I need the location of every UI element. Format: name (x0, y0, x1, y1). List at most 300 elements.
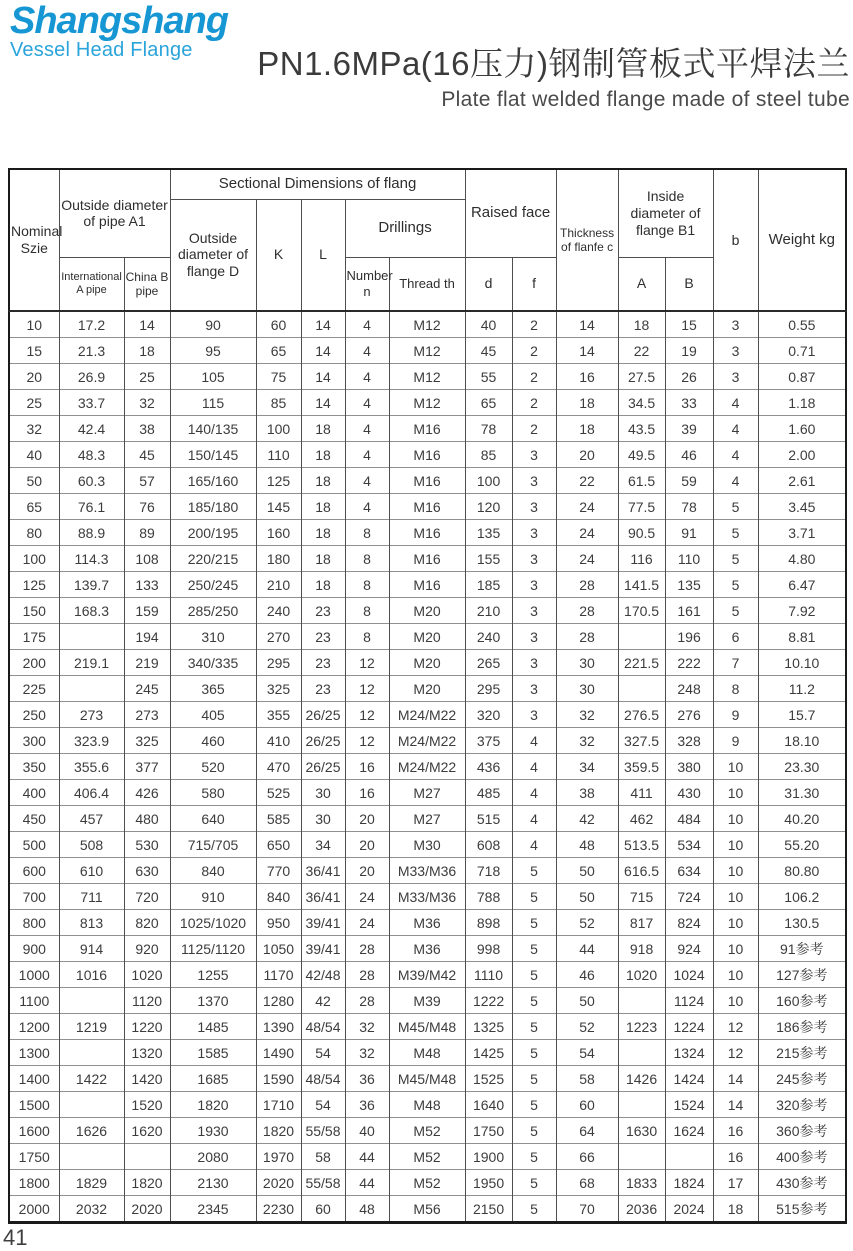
col-header-number-n: Number n (345, 257, 389, 311)
cell: 14 (301, 338, 345, 364)
table-row (9, 338, 846, 364)
cell: 48/54 (301, 1066, 345, 1092)
table-row (9, 832, 846, 858)
cell: 525 (256, 780, 301, 806)
cell: 3 (713, 364, 758, 390)
cell: 36 (345, 1092, 389, 1118)
cell: 1750 (465, 1118, 512, 1144)
cell: 32 (345, 1040, 389, 1066)
cell: M16 (389, 520, 465, 546)
cell: M24/M22 (389, 728, 465, 754)
cell: 23.30 (758, 754, 846, 780)
table-row (9, 598, 846, 624)
cell: 462 (618, 806, 665, 832)
cell: 4 (512, 806, 556, 832)
table-row (9, 806, 846, 832)
cell: 5 (512, 884, 556, 910)
cell: 1020 (124, 962, 170, 988)
cell: 426 (124, 780, 170, 806)
cell: 840 (170, 858, 256, 884)
cell: 24 (345, 910, 389, 936)
cell: 20 (345, 832, 389, 858)
cell: 2020 (256, 1170, 301, 1196)
cell: 3 (512, 520, 556, 546)
cell: 28 (556, 598, 618, 624)
cell: M16 (389, 572, 465, 598)
cell: 3 (512, 676, 556, 702)
cell: 10 (9, 311, 59, 338)
cell: 50 (9, 468, 59, 494)
table-row (9, 1066, 846, 1092)
cell: 3 (713, 311, 758, 338)
cell: 20 (345, 858, 389, 884)
cell: 1110 (465, 962, 512, 988)
cell: 9 (713, 728, 758, 754)
cell: 225 (9, 676, 59, 702)
cell: 34 (556, 754, 618, 780)
cell: 295 (256, 650, 301, 676)
cell: 4 (713, 390, 758, 416)
col-header-thread-th: Thread th (389, 257, 465, 311)
cell: 10 (713, 780, 758, 806)
cell: 3 (512, 598, 556, 624)
cell: M24/M22 (389, 702, 465, 728)
cell: M20 (389, 676, 465, 702)
cell: 60.3 (59, 468, 124, 494)
cell: M56 (389, 1196, 465, 1223)
table-row (9, 1170, 846, 1196)
cell: 770 (256, 858, 301, 884)
cell: 4 (345, 416, 389, 442)
cell: 1640 (465, 1092, 512, 1118)
cell: 724 (665, 884, 713, 910)
cell: 1420 (124, 1066, 170, 1092)
cell: 323.9 (59, 728, 124, 754)
cell: 1325 (465, 1014, 512, 1040)
cell: 5 (713, 520, 758, 546)
cell: 4 (345, 442, 389, 468)
cell: 457 (59, 806, 124, 832)
cell: 10 (713, 962, 758, 988)
cell: 359.5 (618, 754, 665, 780)
cell: 250/245 (170, 572, 256, 598)
cell: 18 (618, 311, 665, 338)
cell: 23 (301, 624, 345, 650)
table-row (9, 702, 846, 728)
cell: 200/195 (170, 520, 256, 546)
cell: 360参考 (758, 1118, 846, 1144)
col-header-china-b-pipe: China B pipe (124, 257, 170, 311)
cell: 26/25 (301, 754, 345, 780)
cell: 898 (465, 910, 512, 936)
brand-tagline: Vessel Head Flange (10, 38, 193, 61)
cell: 54 (301, 1092, 345, 1118)
cell: 4 (512, 832, 556, 858)
cell: 80.80 (758, 858, 846, 884)
cell: 910 (170, 884, 256, 910)
cell: 325 (124, 728, 170, 754)
cell: 32 (124, 390, 170, 416)
cell (59, 676, 124, 702)
cell: 508 (59, 832, 124, 858)
cell: 5 (512, 1196, 556, 1223)
cell: 6 (713, 624, 758, 650)
cell: 75 (256, 364, 301, 390)
table-row (9, 1040, 846, 1066)
cell: 1424 (665, 1066, 713, 1092)
cell: M45/M48 (389, 1066, 465, 1092)
cell: M27 (389, 806, 465, 832)
cell: 60 (256, 311, 301, 338)
cell: 110 (256, 442, 301, 468)
cell: 18 (301, 546, 345, 572)
cell: 61.5 (618, 468, 665, 494)
cell: 616.5 (618, 858, 665, 884)
cell: M30 (389, 832, 465, 858)
cell: 16 (556, 364, 618, 390)
cell: M12 (389, 390, 465, 416)
cell: 89 (124, 520, 170, 546)
cell: 813 (59, 910, 124, 936)
cell: 161 (665, 598, 713, 624)
cell: 375 (465, 728, 512, 754)
cell: 10 (713, 806, 758, 832)
cell: 1280 (256, 988, 301, 1014)
cell: 108 (124, 546, 170, 572)
cell: 4 (713, 416, 758, 442)
cell: 8 (345, 546, 389, 572)
cell: 1590 (256, 1066, 301, 1092)
cell: 5 (512, 1040, 556, 1066)
cell: 170.5 (618, 598, 665, 624)
cell: 10.10 (758, 650, 846, 676)
cell: 5 (512, 936, 556, 962)
cell: 100 (256, 416, 301, 442)
cell: 46 (665, 442, 713, 468)
cell: 1524 (665, 1092, 713, 1118)
cell: 1422 (59, 1066, 124, 1092)
page-subtitle: Plate flat welded flange made of steel tube (441, 88, 850, 111)
col-header-drillings: Drillings (345, 199, 465, 257)
table-row (9, 442, 846, 468)
cell: 127参考 (758, 962, 846, 988)
cell: 20 (345, 806, 389, 832)
cell: 2 (512, 338, 556, 364)
cell: 1025/1020 (170, 910, 256, 936)
cell (618, 1144, 665, 1170)
cell: 10 (713, 754, 758, 780)
cell: 1050 (256, 936, 301, 962)
cell: 175 (9, 624, 59, 650)
cell: 48 (556, 832, 618, 858)
cell: 1320 (124, 1040, 170, 1066)
cell: 485 (465, 780, 512, 806)
table-row (9, 468, 846, 494)
cell: 95 (170, 338, 256, 364)
cell: 2.61 (758, 468, 846, 494)
cell: 300 (9, 728, 59, 754)
cell: 1024 (665, 962, 713, 988)
table-row (9, 572, 846, 598)
cell: 515参考 (758, 1196, 846, 1223)
cell: 1685 (170, 1066, 256, 1092)
col-header-l: L (301, 199, 345, 311)
cell: 80 (9, 520, 59, 546)
table-row (9, 1014, 846, 1040)
cell: M39 (389, 988, 465, 1014)
cell: 610 (59, 858, 124, 884)
cell: 130.5 (758, 910, 846, 936)
cell: 185 (465, 572, 512, 598)
cell: 18 (556, 390, 618, 416)
cell: 65 (256, 338, 301, 364)
cell: 820 (124, 910, 170, 936)
cell: 5 (512, 910, 556, 936)
cell: 65 (9, 494, 59, 520)
cell: 0.87 (758, 364, 846, 390)
cell: 4 (713, 442, 758, 468)
col-header-b: b (713, 169, 758, 311)
cell: 25 (9, 390, 59, 416)
cell: 380 (665, 754, 713, 780)
table-row (9, 936, 846, 962)
cell: 76.1 (59, 494, 124, 520)
cell: 14 (124, 311, 170, 338)
cell: 219.1 (59, 650, 124, 676)
table-row (9, 728, 846, 754)
cell: 355 (256, 702, 301, 728)
cell: 4 (713, 468, 758, 494)
cell: 788 (465, 884, 512, 910)
table-row (9, 910, 846, 936)
cell: 14 (556, 311, 618, 338)
cell: 168.3 (59, 598, 124, 624)
cell: 4 (345, 494, 389, 520)
cell: 4 (345, 364, 389, 390)
cell: 11.2 (758, 676, 846, 702)
cell (618, 1092, 665, 1118)
cell: 46 (556, 962, 618, 988)
cell: 20 (556, 442, 618, 468)
cell: 10 (713, 910, 758, 936)
cell: 31.30 (758, 780, 846, 806)
cell: 110 (665, 546, 713, 572)
cell: 28 (556, 572, 618, 598)
cell: 411 (618, 780, 665, 806)
cell: 534 (665, 832, 713, 858)
cell: 52 (556, 1014, 618, 1040)
cell: 23 (301, 650, 345, 676)
table-row (9, 1118, 846, 1144)
cell (618, 1040, 665, 1066)
col-header-sectional-dimensions: Sectional Dimensions of flang (170, 169, 465, 199)
cell: 20 (9, 364, 59, 390)
table-row (9, 676, 846, 702)
table-row (9, 754, 846, 780)
cell: 58 (556, 1066, 618, 1092)
cell: 5 (512, 1170, 556, 1196)
cell: 520 (170, 754, 256, 780)
title-block (257, 38, 850, 112)
cell: 220/215 (170, 546, 256, 572)
cell: 32 (9, 416, 59, 442)
cell: 1223 (618, 1014, 665, 1040)
cell: 34 (301, 832, 345, 858)
cell: M33/M36 (389, 858, 465, 884)
cell: 18 (301, 572, 345, 598)
cell: 470 (256, 754, 301, 780)
cell: 1324 (665, 1040, 713, 1066)
table-row (9, 650, 846, 676)
cell: 245 (124, 676, 170, 702)
cell: 155 (465, 546, 512, 572)
cell: 39 (665, 416, 713, 442)
cell: 350 (9, 754, 59, 780)
cell: 436 (465, 754, 512, 780)
cell: M27 (389, 780, 465, 806)
cell: 64 (556, 1118, 618, 1144)
cell: 200 (9, 650, 59, 676)
cell: 248 (665, 676, 713, 702)
cell: 133 (124, 572, 170, 598)
cell: 219 (124, 650, 170, 676)
cell: 24 (556, 494, 618, 520)
cell: 1585 (170, 1040, 256, 1066)
cell: 17.2 (59, 311, 124, 338)
cell: 2 (512, 364, 556, 390)
cell: 2 (512, 311, 556, 338)
cell: 55 (465, 364, 512, 390)
cell: 125 (9, 572, 59, 598)
table-row (9, 1144, 846, 1170)
cell: 327.5 (618, 728, 665, 754)
cell: 1820 (256, 1118, 301, 1144)
cell: 26/25 (301, 728, 345, 754)
cell: 2230 (256, 1196, 301, 1223)
cell: 600 (9, 858, 59, 884)
cell: 1620 (124, 1118, 170, 1144)
cell: 44 (556, 936, 618, 962)
cell: 23 (301, 598, 345, 624)
cell: 16 (345, 780, 389, 806)
cell: 2 (512, 390, 556, 416)
cell (665, 1144, 713, 1170)
cell: 480 (124, 806, 170, 832)
cell: 24 (345, 884, 389, 910)
col-header-thickness: Thickness of flanfe c (556, 169, 618, 311)
cell: 355.6 (59, 754, 124, 780)
cell: 18 (301, 442, 345, 468)
cell: M20 (389, 650, 465, 676)
cell: 1930 (170, 1118, 256, 1144)
cell: 28 (345, 936, 389, 962)
cell: 8 (713, 676, 758, 702)
cell: 634 (665, 858, 713, 884)
cell: 1170 (256, 962, 301, 988)
cell: 145 (256, 494, 301, 520)
cell: 1222 (465, 988, 512, 1014)
cell: 715 (618, 884, 665, 910)
cell: 52 (556, 910, 618, 936)
cell: 78 (465, 416, 512, 442)
cell: 1255 (170, 962, 256, 988)
table-row (9, 494, 846, 520)
cell: 1390 (256, 1014, 301, 1040)
cell: 44 (345, 1144, 389, 1170)
cell: 60 (301, 1196, 345, 1223)
cell: 400 (9, 780, 59, 806)
cell: 1400 (9, 1066, 59, 1092)
cell: 160 (256, 520, 301, 546)
cell: 2150 (465, 1196, 512, 1223)
cell: 21.3 (59, 338, 124, 364)
cell: 88.9 (59, 520, 124, 546)
cell: 10 (713, 884, 758, 910)
cell: 76 (124, 494, 170, 520)
cell: 265 (465, 650, 512, 676)
cell: 186参考 (758, 1014, 846, 1040)
cell: 4 (512, 780, 556, 806)
cell: 3 (512, 650, 556, 676)
cell: 3 (512, 442, 556, 468)
cell (124, 1144, 170, 1170)
cell: 715/705 (170, 832, 256, 858)
cell: 1824 (665, 1170, 713, 1196)
cell: 0.55 (758, 311, 846, 338)
cell: 5 (512, 1118, 556, 1144)
cell: 55.20 (758, 832, 846, 858)
cell: 10 (713, 988, 758, 1014)
cell: 12 (713, 1040, 758, 1066)
cell: 400参考 (758, 1144, 846, 1170)
cell: 85 (256, 390, 301, 416)
cell: 6.47 (758, 572, 846, 598)
cell: 365 (170, 676, 256, 702)
cell: 30 (556, 676, 618, 702)
cell: 1800 (9, 1170, 59, 1196)
cell: 18 (124, 338, 170, 364)
cell: M52 (389, 1118, 465, 1144)
cell: 406.4 (59, 780, 124, 806)
cell: 222 (665, 650, 713, 676)
cell: 26 (665, 364, 713, 390)
cell: 900 (9, 936, 59, 962)
cell: 585 (256, 806, 301, 832)
cell: 250 (9, 702, 59, 728)
cell: M36 (389, 910, 465, 936)
cell: 18.10 (758, 728, 846, 754)
cell: 2032 (59, 1196, 124, 1223)
cell: 240 (465, 624, 512, 650)
cell: 23 (301, 676, 345, 702)
cell: 59 (665, 468, 713, 494)
cell: 12 (345, 650, 389, 676)
cell: 50 (556, 858, 618, 884)
cell: 1120 (124, 988, 170, 1014)
cell: 34.5 (618, 390, 665, 416)
cell: 5 (512, 1144, 556, 1170)
cell: 5 (512, 1014, 556, 1040)
cell: 377 (124, 754, 170, 780)
cell: 30 (301, 780, 345, 806)
cell: 196 (665, 624, 713, 650)
cell: 1300 (9, 1040, 59, 1066)
cell: 12 (713, 1014, 758, 1040)
cell: 17 (713, 1170, 758, 1196)
cell: 18 (301, 520, 345, 546)
cell: 800 (9, 910, 59, 936)
cell: 38 (124, 416, 170, 442)
